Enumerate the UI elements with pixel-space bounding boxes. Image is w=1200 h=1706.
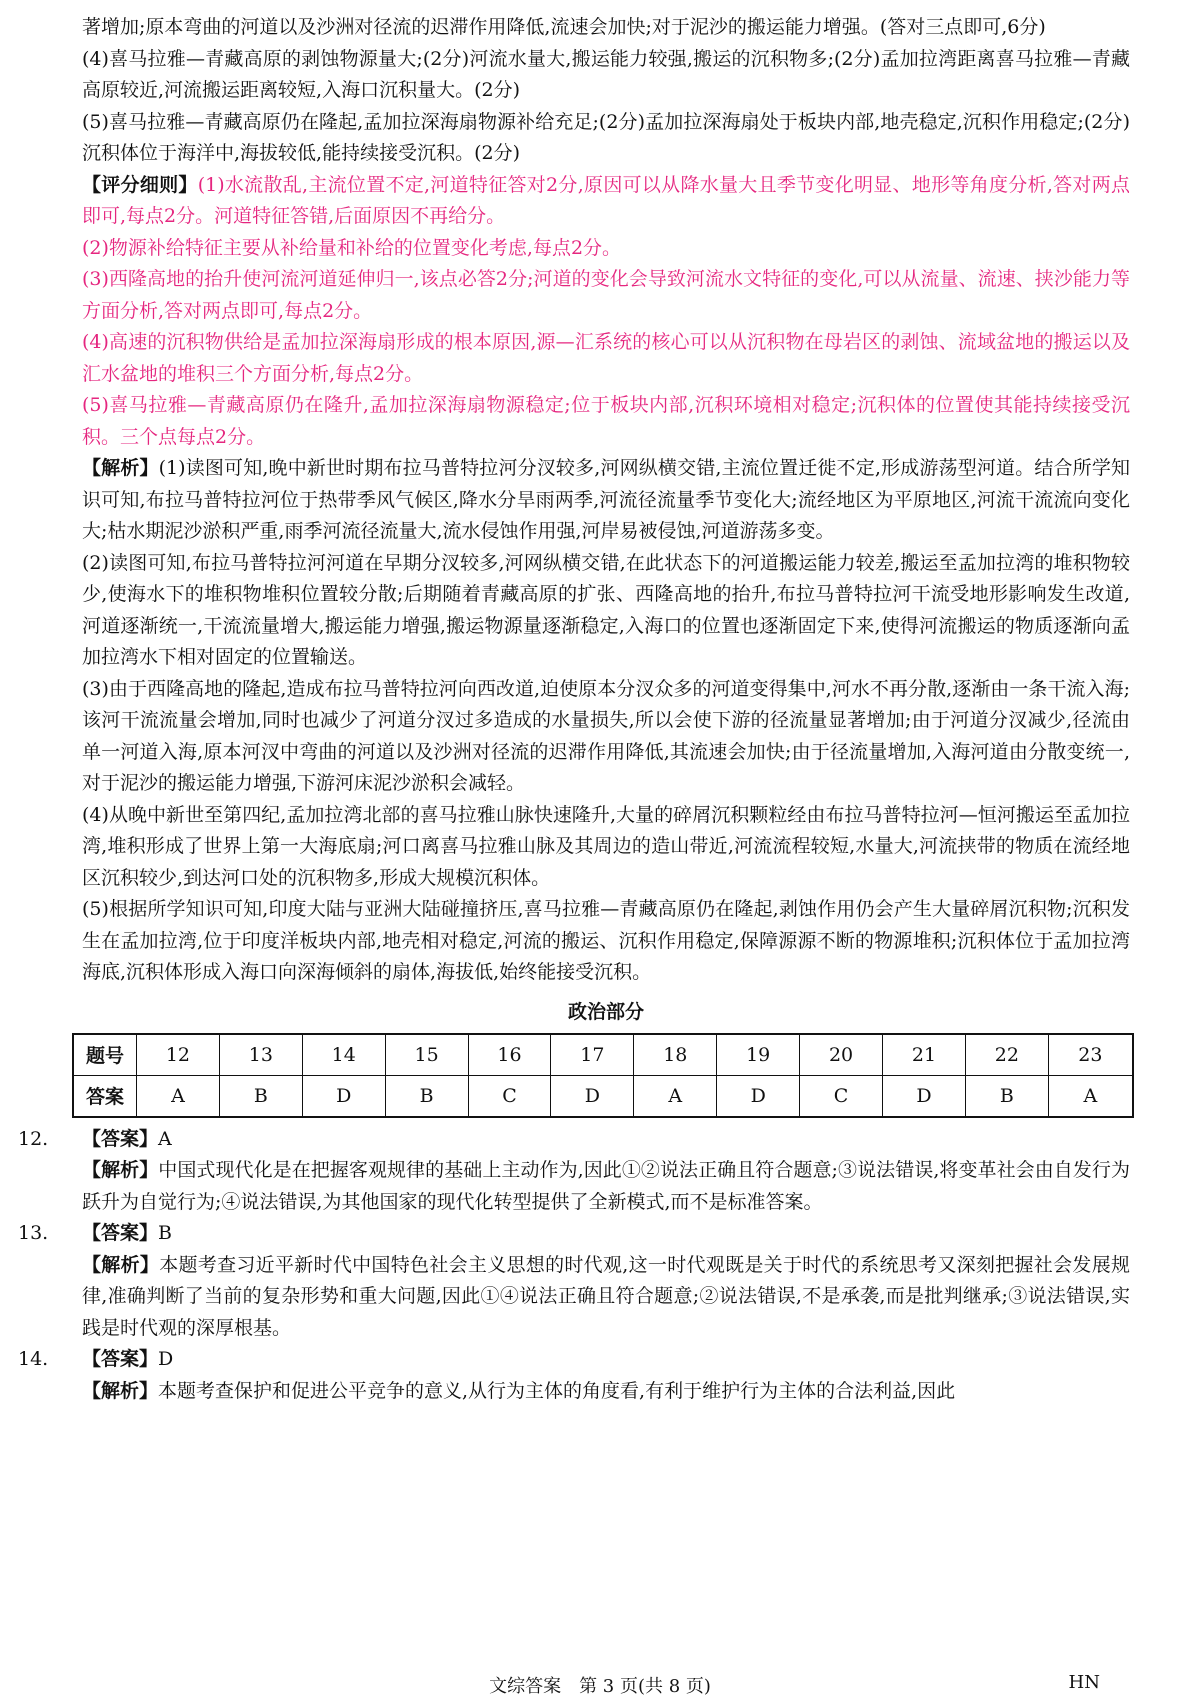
answer-tag: 【答案】 — [82, 1127, 159, 1150]
table-cell-answer: B — [219, 1075, 302, 1117]
table-cell-number: 16 — [468, 1034, 551, 1076]
answer-tag: 【答案】 — [82, 1222, 159, 1244]
table-header-number: 题号 — [73, 1034, 137, 1076]
geo-analysis-1 — [82, 453, 1130, 548]
geo-answer-4: (4)喜马拉雅—青藏高原的剥蚀物源量大;(2分)河流水量大,搬运能力较强,搬运的沉积物多;(2分)孟加拉湾距离喜马拉雅—青藏高原较近,河流搬运距离较短,入海口沉积量大。(2分) — [82, 47, 1130, 101]
geo-answer-5: (5)喜马拉雅—青藏高原仍在隆起,孟加拉深海扇物源补给充足;(2分)孟加拉深海扇处于板块内部,地壳稳定,沉积作用稳定;(2分)沉积体位于海洋中,海拔较低,能持续接受沉积。(2分) — [82, 110, 1130, 164]
table-cell-answer: A — [634, 1075, 717, 1117]
scoring-rules-1 — [82, 170, 1130, 233]
q12-number: 12. — [18, 1127, 49, 1150]
table-cell-answer: D — [551, 1075, 634, 1117]
footer-page-label: 文综答案 第 3 页(共 8 页) — [489, 1676, 711, 1697]
geo-analysis-3: (3)由于西隆高地的隆起,造成布拉马普特拉河向西改道,迫使原本分汊众多的河道变得集中,河水不再分散,逐渐由一条干流入海;该河干流流量会增加,同时也减少了河道分汊过多造成的水量损失,所以会使下游的径流量显著增加;由于河道分汊减少,径流由单一河道入海,原本河汊中弯曲的河道以及沙洲对径流的迟滞作用降低,其流速会加快;由于径流量增加,入海河道由分散变统一,对于泥沙的搬运能力增强,下游河床泥沙淤积会减轻。 — [82, 677, 1130, 794]
page-footer — [0, 1672, 1200, 1698]
q12-analysis-text: 中国式现代化是在把握客观规律的基础上主动作为,因此①②说法正确且符合题意;③说法错误,将变革社会由自发行为跃升为自觉行为;④说法错误,为其他国家的现代化转型提供了全新模式,而不是标准答案。 — [82, 1159, 1130, 1213]
table-cell-answer: A — [137, 1075, 220, 1117]
geo-analysis-text-1: (1)读图可知,晚中新世时期布拉马普特拉河分汊较多,河网纵横交错,主流位置迁徙不定,形成游荡型河道。结合所学知识可知,布拉马普特拉河位于热带季风气候区,降水分旱雨两季,河流径流量季节变化大;流经地区为平原地区,河流干流流向变化大;枯水期泥沙淤积严重,雨季河流径流量大,流水侵蚀作用强,河岸易被侵蚀,河道游荡多变。 — [82, 457, 1130, 542]
q12-analysis — [82, 1155, 1130, 1218]
table-cell-number: 21 — [883, 1034, 966, 1076]
scoring-rules-3: (3)西隆高地的抬升使河流河道延伸归一,该点必答2分;河道的变化会导致河流水文特征的变化,可以从流量、流速、挟沙能力等方面分析,答对两点即可,每点2分。 — [82, 268, 1130, 322]
table-cell-answer: B — [385, 1075, 468, 1117]
q13-number: 13. — [18, 1222, 49, 1244]
table-header-answer: 答案 — [73, 1075, 137, 1117]
q14-number: 14. — [18, 1348, 49, 1370]
analysis-tag: 【解析】 — [82, 1159, 159, 1181]
scoring-text-1: (1)水流散乱,主流位置不定,河道特征答对2分,原因可以从降水量大且季节变化明显、地形等角度分析,答对两点即可,每点2分。河道特征答错,后面原因不再给分。 — [82, 173, 1130, 227]
footer-region-code: HN — [1068, 1672, 1100, 1693]
table-cell-number: 22 — [965, 1034, 1048, 1076]
table-cell-number: 18 — [634, 1034, 717, 1076]
answer-page — [18, 12, 1130, 1407]
geo-analysis-4: (4)从晚中新世至第四纪,孟加拉湾北部的喜马拉雅山脉快速隆升,大量的碎屑沉积颗粒经由布拉马普特拉河—恒河搬运至孟加拉湾,堆积形成了世界上第一大海底扇;河口离喜马拉雅山脉及其周边的造山带近,河流流程较短,水量大,河流挟带的物质在流经地区沉积较少,到达河口处的沉积物多,形成大规模沉积体。 — [82, 803, 1130, 889]
analysis-tag: 【解析】 — [82, 1379, 159, 1402]
politics-answer-table — [72, 1033, 1134, 1118]
table-cell-number: 12 — [137, 1034, 220, 1076]
q14-answer: D — [158, 1348, 174, 1370]
analysis-tag: 【解析】 — [82, 1253, 160, 1276]
table-cell-answer: D — [717, 1075, 800, 1117]
q13-answer-line — [18, 1218, 1130, 1250]
table-cell-number: 17 — [551, 1034, 634, 1076]
table-row-question-numbers — [73, 1034, 1133, 1076]
table-cell-number: 15 — [385, 1034, 468, 1076]
table-cell-answer: A — [1048, 1075, 1133, 1117]
geo-answer-3-continued: 著增加;原本弯曲的河道以及沙洲对径流的迟滞作用降低,流速会加快;对于泥沙的搬运能力增强。(答对三点即可,6分) — [82, 16, 1046, 38]
analysis-tag: 【解析】 — [82, 457, 159, 479]
table-cell-answer: C — [468, 1075, 551, 1117]
geo-analysis-2: (2)读图可知,布拉马普特拉河河道在早期分汊较多,河网纵横交错,在此状态下的河道搬运能力较差,搬运至孟加拉湾的堆积物较少,使海水下的堆积物堆积位置较分散;后期随着青藏高原的扩张、西隆高地的抬升,布拉马普特拉河干流受地形影响发生改道,河道逐渐统一,干流流量增大,搬运能力增强,搬运物源量逐渐稳定,入海口的位置也逐渐固定下来,使得河流搬运的物质逐渐向孟加拉湾水下相对固定的位置输送。 — [82, 551, 1130, 668]
scoring-tag: 【评分细则】 — [82, 173, 198, 196]
answer-tag: 【答案】 — [82, 1348, 159, 1370]
table-cell-number: 23 — [1048, 1034, 1133, 1076]
q14-analysis-text: 本题考查保护和促进公平竞争的意义,从行为主体的角度看,有利于维护行为主体的合法利益,因此 — [158, 1379, 956, 1402]
geo-analysis-5: (5)根据所学知识可知,印度大陆与亚洲大陆碰撞挤压,喜马拉雅—青藏高原仍在隆起,剥蚀作用仍会产生大量碎屑沉积物;沉积发生在孟加拉湾,位于印度洋板块内部,地壳相对稳定,河流的搬运、沉积作用稳定,保障源源不断的物源堆积;沉积体位于孟加拉湾海底,沉积体形成入海口向深海倾斜的扇体,海拔低,始终能接受沉积。 — [82, 898, 1130, 983]
table-cell-answer: D — [883, 1075, 966, 1117]
scoring-rules-5: (5)喜马拉雅—青藏高原仍在隆升,孟加拉深海扇物源稳定;位于板块内部,沉积环境相对稳定;沉积体的位置使其能持续接受沉积。三个点每点2分。 — [82, 394, 1130, 448]
table-cell-answer: B — [965, 1075, 1048, 1117]
table-cell-answer: D — [302, 1075, 385, 1117]
table-cell-number: 19 — [717, 1034, 800, 1076]
politics-section-title: 政治部分 — [567, 1000, 644, 1023]
table-row-answers — [73, 1075, 1133, 1117]
q12-answer-line — [18, 1124, 1130, 1156]
table-cell-answer: C — [800, 1075, 883, 1117]
q14-answer-line — [18, 1344, 1130, 1376]
q13-analysis-text: 本题考查习近平新时代中国特色社会主义思想的时代观,这一时代观既是关于时代的系统思考又深刻把握社会发展规律,准确判断了当前的复杂形势和重大问题,因此①④说法正确且符合题意;②说法错误,不是承袭,而是批判继承;③说法错误,实践是时代观的深厚根基。 — [82, 1253, 1130, 1339]
table-cell-number: 13 — [219, 1034, 302, 1076]
table-cell-number: 14 — [302, 1034, 385, 1076]
q13-answer: B — [158, 1222, 172, 1244]
q14-analysis — [82, 1376, 1130, 1408]
q12-answer: A — [158, 1127, 172, 1150]
scoring-rules-4: (4)高速的沉积物供给是孟加拉深海扇形成的根本原因,源—汇系统的核心可以从沉积物在母岩区的剥蚀、流域盆地的搬运以及汇水盆地的堆积三个方面分析,每点2分。 — [82, 331, 1130, 385]
table-cell-number: 20 — [800, 1034, 883, 1076]
q13-analysis — [82, 1250, 1130, 1345]
scoring-rules-2: (2)物源补给特征主要从补给量和补给的位置变化考虑,每点2分。 — [82, 236, 622, 259]
